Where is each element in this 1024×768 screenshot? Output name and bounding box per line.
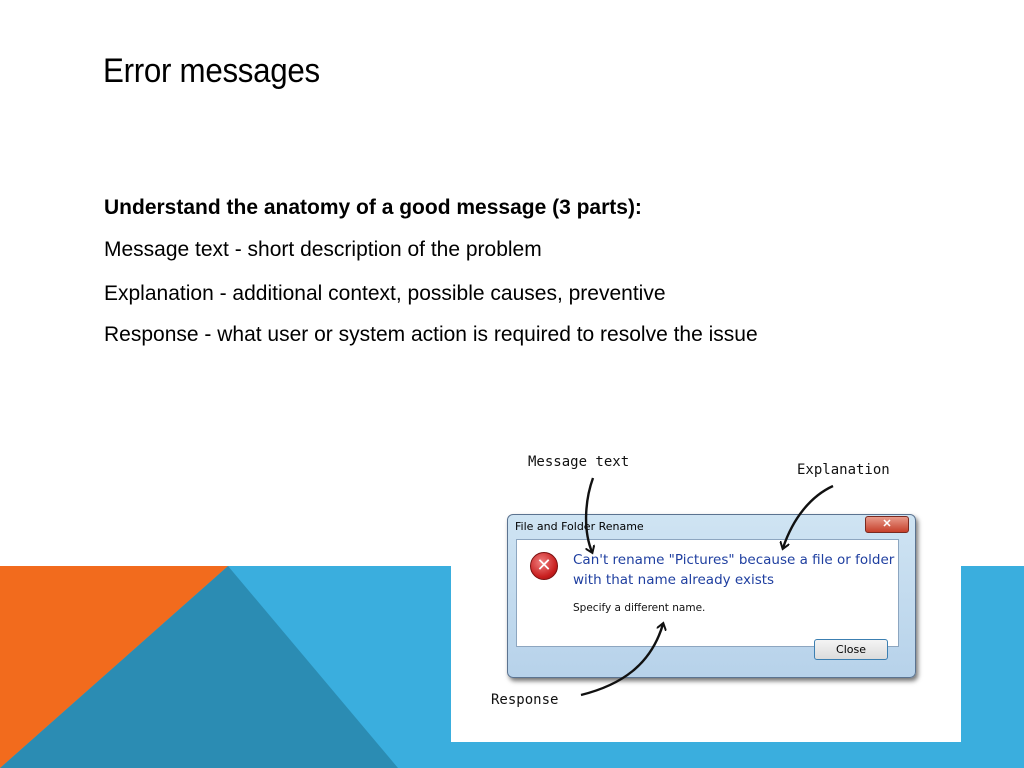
annotation-response: Response <box>491 692 559 708</box>
annotation-arrows <box>451 440 961 742</box>
content-heading: Understand the anatomy of a good message (3 parts): <box>104 196 642 219</box>
error-circle-icon: ✕ <box>530 552 558 580</box>
dialog-sub-message: Specify a different name. <box>573 602 706 614</box>
content-item-response: Response - what user or system action is required to resolve the issue <box>104 323 758 346</box>
dialog-message: Can't rename "Pictures" because a file or folder with that name already exists <box>573 552 895 588</box>
dialog-title: File and Folder Rename <box>515 520 644 533</box>
arrow-explanation <box>783 486 833 548</box>
close-icon[interactable]: ✕ <box>865 516 909 533</box>
arrow-message-text <box>586 478 593 552</box>
annotation-message-text: Message text <box>528 454 630 470</box>
slide-title: Error messages <box>103 52 320 90</box>
content-item-message-text: Message text - short description of the problem <box>104 238 542 261</box>
content-item-explanation: Explanation - additional context, possible causes, preventive <box>104 282 666 305</box>
close-button[interactable]: Close <box>814 639 888 660</box>
annotation-explanation: Explanation <box>797 462 890 478</box>
arrow-response <box>581 624 663 695</box>
error-dialog-figure <box>451 440 961 742</box>
